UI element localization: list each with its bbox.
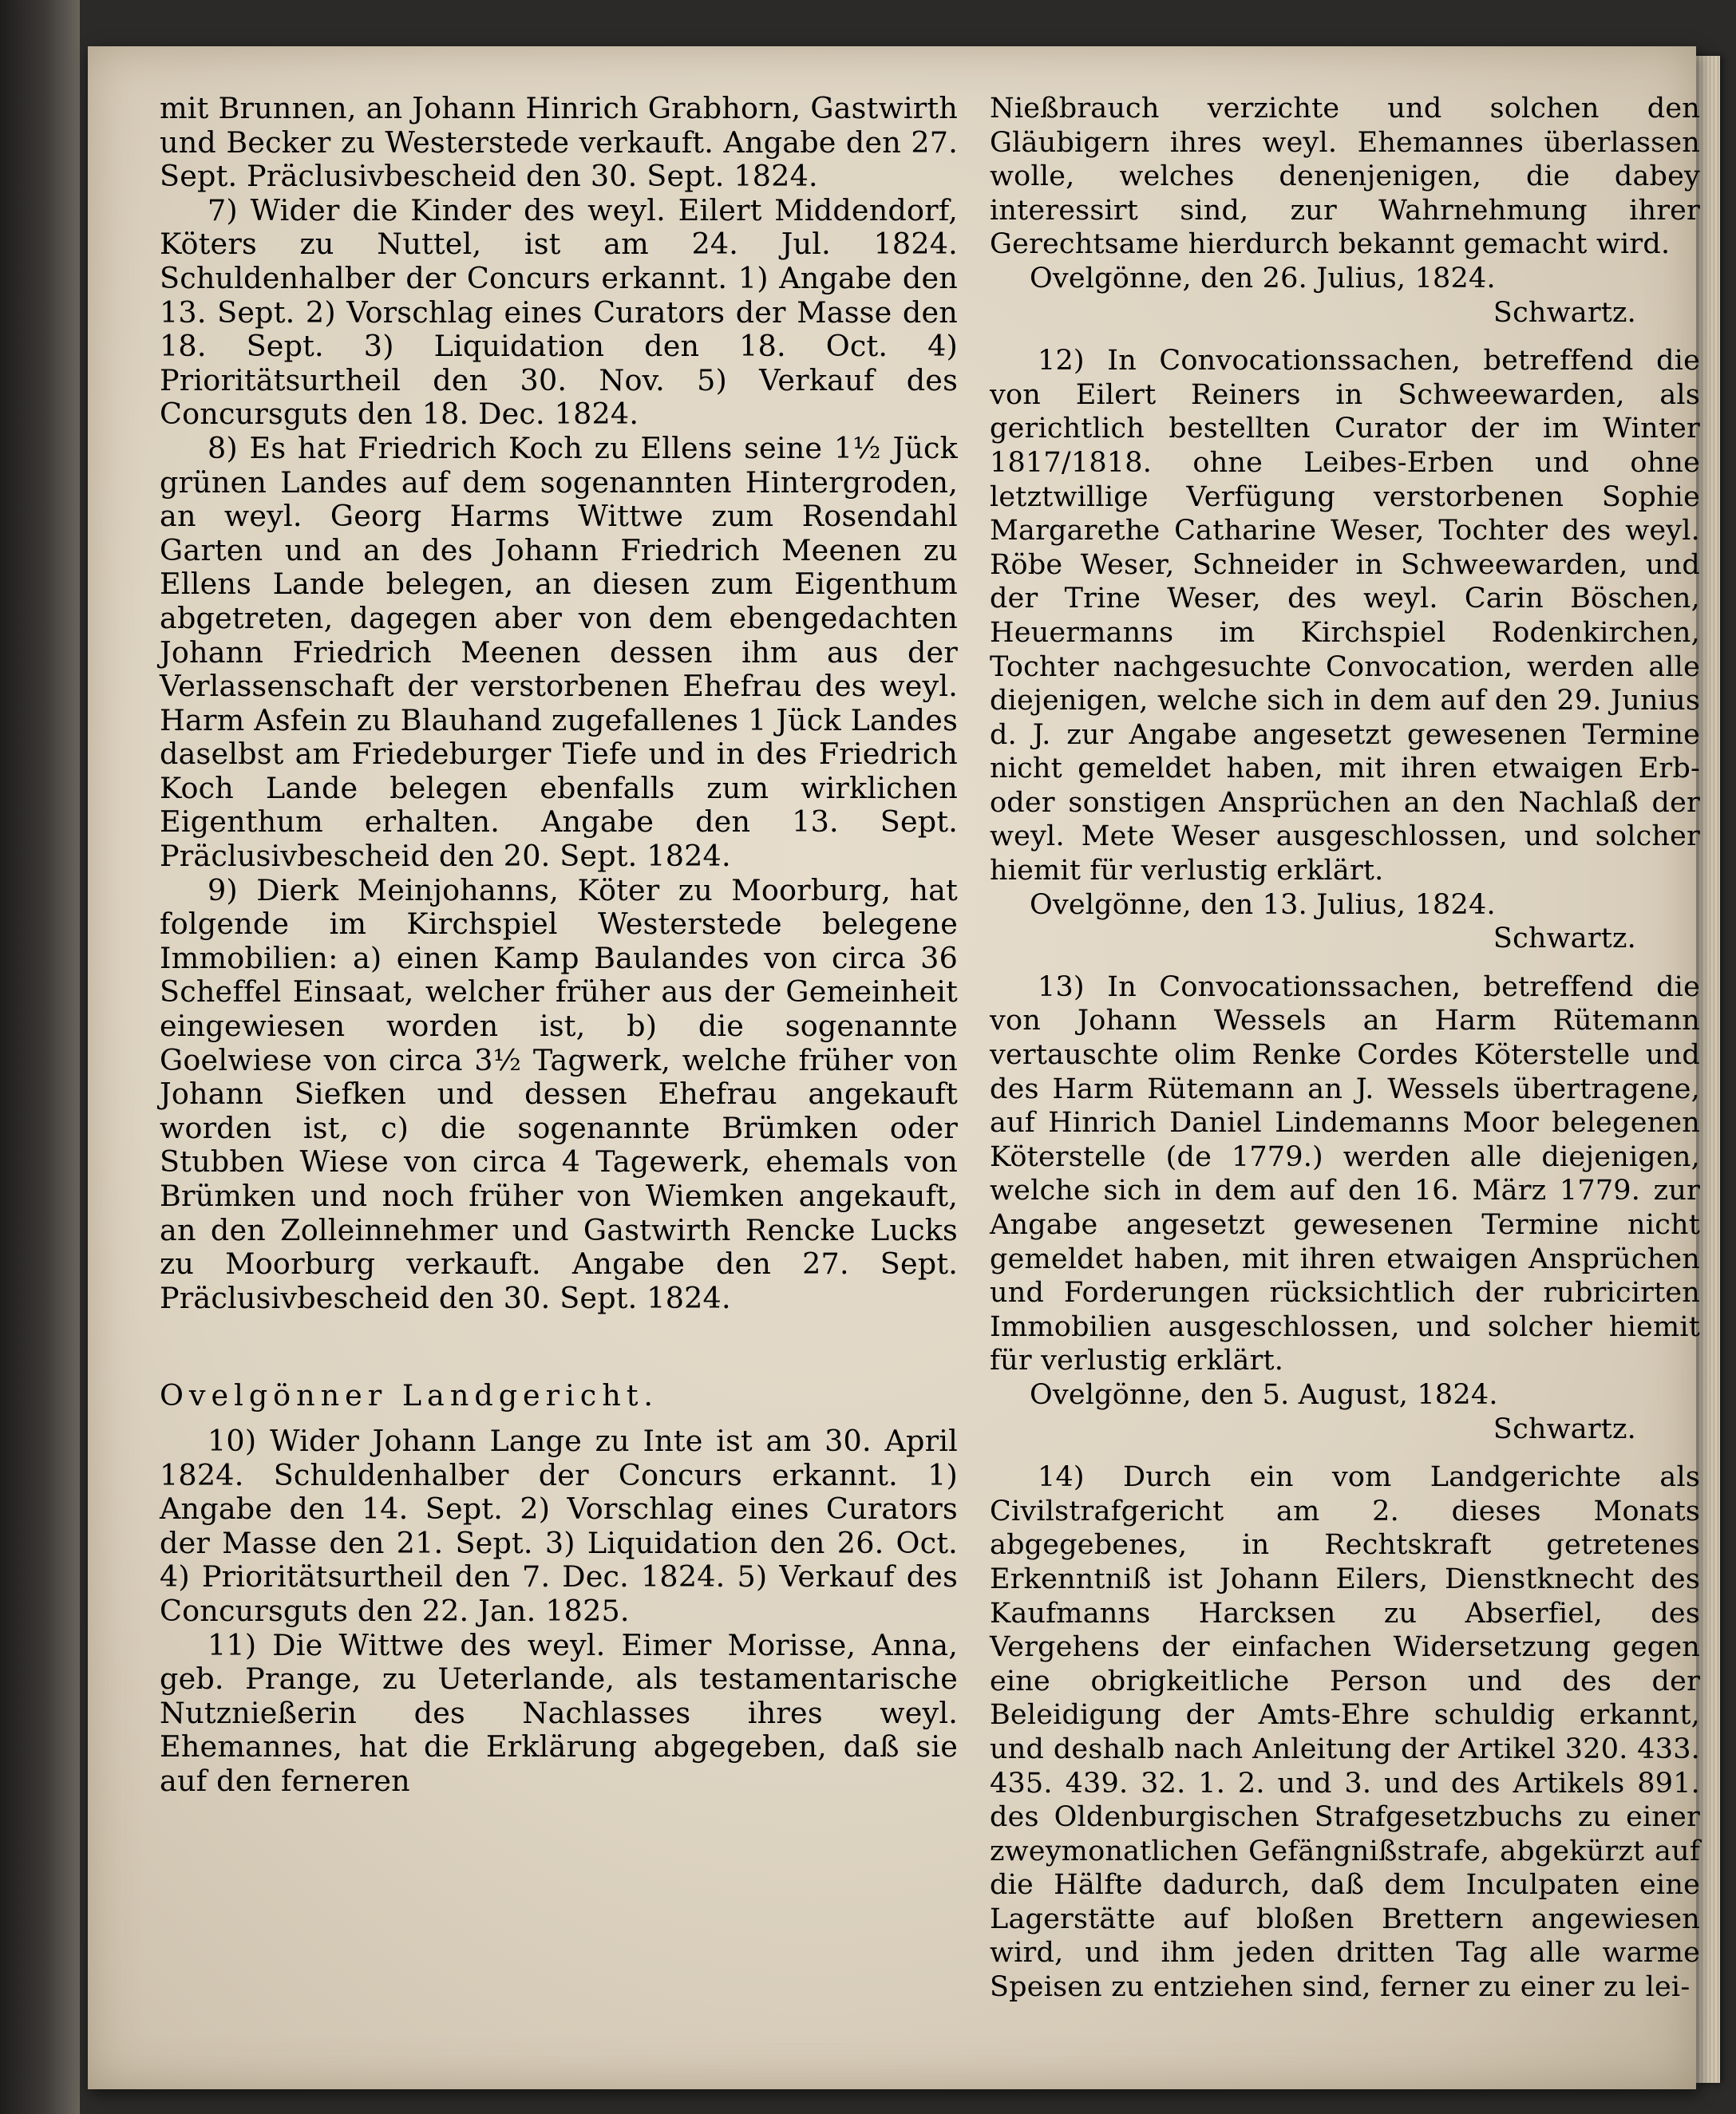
signature-12: Schwartz.: [1493, 923, 1636, 955]
dateline-13: Ovelgönne, den 5. August, 1824.: [1030, 1378, 1498, 1411]
dateline-12: Ovelgönne, den 13. Julius, 1824.: [1030, 888, 1496, 921]
dateline-11: Ovelgönne, den 26. Julius, 1824.: [1030, 262, 1496, 294]
signature-11: Schwartz.: [1493, 296, 1636, 329]
left-column: [160, 92, 958, 1799]
book-binding: [0, 0, 80, 2114]
paragraph-6-continuation: mit Brunnen, an Johann Hinrich Grabhorn, Gastwirth und Becker zu Westerstede verkauft. Angabe den 27. Sept. Präclusivbescheid den 30. Sept. 1824.: [160, 91, 958, 194]
paragraph-8: 8) Es hat Friedrich Koch zu Ellens seine 1½ Jück grünen Landes auf dem sogenannten Hintergroden, an weyl. Georg Harms Wittwe zum Rosendahl Garten und an des Johann Friedrich Meenen zu Ellens Lande belegen, an diesen zum Eigenthum abgetreten, dagegen aber von dem ebengedachten Johann Friedrich Meenen dessen ihm aus der Verlassenschaft der verstorbenen Ehefrau des weyl. Harm Asfein zu Blauhand zugefallenes 1 Jück Landes daselbst am Friedeburger Tiefe und in des Friedrich Koch Lande belegen ebenfalls zum wirklichen Eigenthum erhalten. Angabe den 13. Sept. Präclusivbescheid den 20. Sept. 1824.: [160, 430, 958, 874]
paragraph-11: 11) Die Wittwe des weyl. Eimer Morisse, Anna, geb. Prange, zu Ueterlande, als testamentarische Nutznießerin des Nachlasses ihres weyl. Ehemannes, hat die Erklärung abgegeben, daß sie auf den ferneren: [160, 1627, 958, 1798]
paragraph-11-continuation: Nießbrauch verzichte und solchen den Gläubigern ihres weyl. Ehemannes überlassen wolle, welches denenjenigen, die dabey interessirt sind, zur Wahrnehmung ihrer Gerechtsame hierdurch bekannt gemacht wird.: [990, 93, 1700, 261]
signature-13: Schwartz.: [1493, 1413, 1636, 1445]
right-column: [990, 92, 1700, 2005]
paragraph-13: 13) In Convocationssachen, betreffend die von Johann Wessels an Harm Rütemann vertauschte olim Renke Cordes Köterstelle und des Harm Rütemann an J. Wessels übertragene, auf Hinrich Daniel Lindemanns Moor belegenen Köterstelle (de 1779.) werden alle diejenigen, welche sich in dem auf den 16. März 1779. zur Angabe angesetzt gewesenen Termine nicht gemeldet haben, mit ihren etwaigen Ansprüchen und Forderungen rücksichtlich der rubricirten Immobilien ausgeschlossen, und solcher hiemit für verlustig erklärt.: [990, 970, 1700, 1377]
paragraph-14: 14) Durch ein vom Landgerichte als Civilstrafgericht am 2. dieses Monats abgegebenes, in Rechtskraft getretenes Erkenntniß ist Johann Eilers, Dienstknecht des Kaufmanns Harcksen zu Abserfiel, des Vergehens der einfachen Widersetzung gegen eine obrigkeitliche Person und des der Beleidigung der Amts-Ehre schuldig erkannt, und deshalb nach Anleitung der Artikel 320. 433. 435. 439. 32. 1. 2. und 3. und des Artikels 891. des Oldenburgischen Strafgesetzbuchs zu einer zweymonatlichen Gefängnißstrafe, abgekürzt auf die Hälfte dadurch, daß dem Inculpaten eine Lagerstätte auf bloßen Brettern angewiesen wird, und ihm jeden dritten Tag alle warme Speisen zu entziehen sind, ferner zu einer zu lei-: [990, 1461, 1700, 2004]
paragraph-12: 12) In Convocationssachen, betreffend die von Eilert Reiners in Schweewarden, als gerichtlich bestellten Curator der im Winter 1817/1818. ohne Leibes-Erben und ohne letztwillige Verfügung verstorbenen Sophie Margarethe Catharine Weser, Tochter des weyl. Röbe Weser, Schneider in Schweewarden, und der Trine Weser, des weyl. Carin Böschen, Heuermanns im Kirchspiel Rodenkirchen, Tochter nachgesuchte Convocation, werden alle diejenigen, welche sich in dem auf den 29. Junius d. J. zur Angabe angesetzt gewesenen Termine nicht gemeldet haben, mit ihren etwaigen Erb- oder sonstigen Ansprüchen an den Nachlaß der weyl. Mete Weser ausgeschlossen, und solcher hiemit für verlustig erklärt.: [990, 345, 1700, 887]
paragraph-10: 10) Wider Johann Lange zu Inte ist am 30. April 1824. Schuldenhalber der Concurs erkannt. 1) Angabe den 14. Sept. 2) Vorschlag eines Curators der Masse den 21. Sept. 3) Liquidation den 26. Oct. 4) Prioritätsurtheil den 7. Dec. 1824. 5) Verkauf des Concursguts den 22. Jan. 1825.: [160, 1423, 958, 1628]
section-heading: Ovelgönner Landgericht.: [160, 1378, 659, 1413]
paragraph-9: 9) Dierk Meinjohanns, Köter zu Moorburg, hat folgende im Kirchspiel Westerstede belegene Immobilien: a) einen Kamp Baulandes von circa 36 Scheffel Einsaat, welcher früher aus der Gemeinheit eingewiesen worden ist, b) die sogenannte Goelwiese von circa 3½ Tagwerk, welche früher von Johann Siefken und dessen Ehefrau angekauft worden ist, c) die sogenannte Brümken oder Stubben Wiese von circa 4 Tagewerk, ehemals von Brümken und noch früher von Wiemken angekauft, an den Zolleinnehmer und Gastwirth Rencke Lucks zu Moorburg verkauft. Angabe den 27. Sept. Präclusivbescheid den 30. Sept. 1824.: [160, 872, 958, 1315]
paragraph-7: 7) Wider die Kinder des weyl. Eilert Middendorf, Köters zu Nuttel, ist am 24. Jul. 1824. Schuldenhalber der Concurs erkannt. 1) Angabe den 13. Sept. 2) Vorschlag eines Curators der Masse den 18. Sept. 3) Liquidation den 18. Oct. 4) Prioritätsurtheil den 30. Nov. 5) Verkauf des Concursguts den 18. Dec. 1824.: [160, 192, 958, 432]
